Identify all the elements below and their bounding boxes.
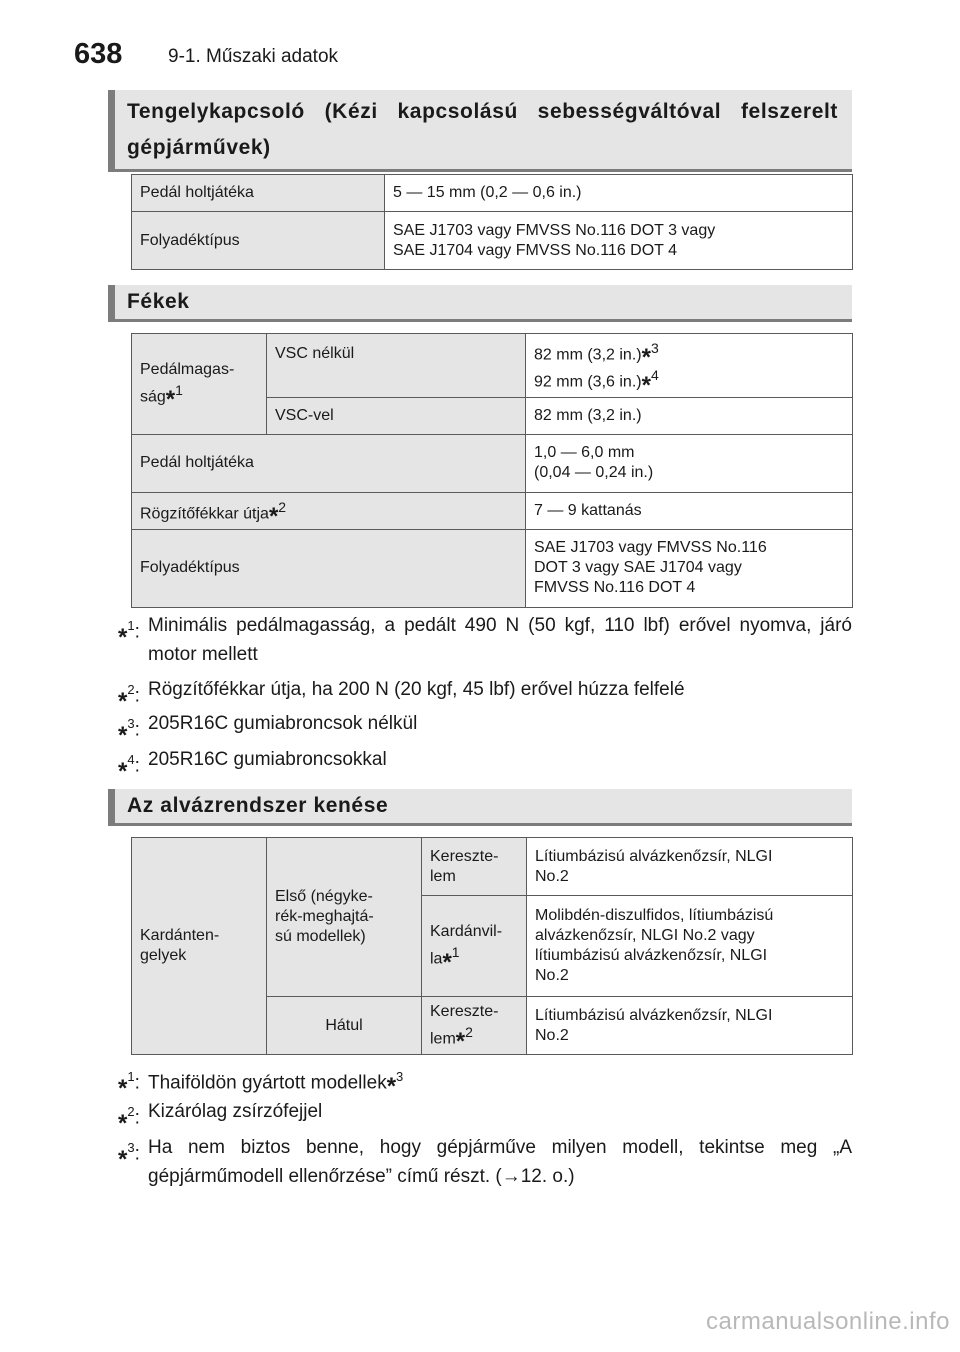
pedal-height-label-line2: ság — [140, 388, 166, 406]
asterisk-icon: * — [118, 758, 128, 786]
asterisk-icon: * — [641, 371, 651, 399]
propshaft-label-line2: gelyek — [140, 947, 187, 964]
front-label-line2: rék-meghajtá- — [275, 908, 374, 925]
brake-fluid-line3: FMVSS No.116 DOT 4 — [534, 579, 696, 597]
lubricant-value-1: Lítiumbázisú alvázkenőzsír, NLGI No.2 — [527, 838, 853, 896]
clutch-freeplay-label: Pedál holtjátéka — [132, 175, 385, 212]
pedal-height-label-line1: Pedálmagas- — [140, 361, 235, 379]
brakes-heading: Fékek — [108, 285, 852, 322]
front-label-line3: sú modellek) — [275, 928, 366, 945]
parking-brake-label: Rögzítőfékkar útja*$^2$ — [132, 492, 526, 529]
pedal-height-mark: 1 — [175, 382, 183, 399]
brake-fluid-line2: DOT 3 vagy SAE J1704 vagy — [534, 559, 742, 577]
cross-joint-label: Kereszte- lem — [422, 838, 527, 896]
brake-fluid-label: Folyadéktípus — [132, 529, 526, 607]
clutch-fluid-line2: SAE J1704 vagy FMVSS No.116 DOT 4 — [393, 241, 677, 259]
watermark: carmanualsonline.info — [706, 1308, 950, 1335]
pedal-height-label — [132, 334, 267, 435]
brake-fluid-value — [526, 529, 853, 607]
brake-footnote: *$^1$: Minimális pedálmagasság, a pedált 490 N (50 kgf, 110 lbf) erővel nyomva, járó motor mellett — [118, 615, 852, 665]
brake-fluid-line1: SAE J1703 vagy FMVSS No.116 — [534, 539, 767, 557]
rear-cross-joint-label: Kereszte- lem*$^2$ — [422, 997, 527, 1055]
clutch-table — [131, 174, 853, 270]
brake-freeplay-label: Pedál holtjátéka — [132, 434, 526, 492]
no-vsc-value — [526, 334, 853, 398]
chassis-footnote: *$^3$: Ha nem biztos benne, hogy gépjárműve milyen modell, tekintse meg „A gépjárműmodell ellenőrzése” című részt. (→12. o.) — [118, 1137, 852, 1187]
clutch-fluid-value — [385, 212, 853, 270]
asterisk-icon: * — [118, 1146, 128, 1174]
brake-footnote: *$^3$: 205R16C gumiabroncsok nélkül — [118, 713, 418, 750]
no-vsc-value-line1: 82 mm (3,2 in.)*$^3$ — [534, 340, 659, 372]
asterisk-icon: * — [641, 344, 651, 372]
asterisk-icon: * — [165, 386, 176, 414]
front-label-line1: Első (négyke- — [275, 888, 373, 905]
section-label: 9-1. Műszaki adatok — [168, 46, 339, 67]
chassis-footnote: *$^1$: Thaiföldön gyártott modellek*$^3$ — [118, 1069, 404, 1103]
asterisk-icon: * — [386, 1073, 397, 1101]
chassis-table — [131, 837, 853, 1055]
asterisk-icon: * — [118, 688, 128, 716]
vsc-label: VSC-vel — [267, 397, 526, 434]
parking-brake-value: 7 — 9 kattanás — [526, 492, 853, 529]
no-vsc-label: VSC nélkül — [267, 334, 526, 398]
propshaft-label — [132, 838, 267, 1055]
no-vsc-value-line2: 92 mm (3,6 in.)*$^4$ — [534, 367, 659, 399]
asterisk-icon: * — [118, 722, 128, 750]
lubricant-value-3: Lítiumbázisú alvázkenőzsír, NLGI No.2 — [527, 997, 853, 1055]
front-label — [267, 838, 422, 997]
rear-label: Hátul — [267, 997, 422, 1055]
chassis-heading: Az alvázrendszer kenése — [108, 789, 852, 826]
lubricant-value-2: Molibdén-diszulfidos, lítiumbázisú alvázkenőzsír, NLGI No.2 vagy lítiumbázisú alvázkenőzsír, NLGI No.2 — [527, 896, 853, 997]
propshaft-label-line1: Kardánten- — [140, 927, 220, 944]
clutch-fluid-line1: SAE J1703 vagy FMVSS No.116 DOT 3 vagy — [393, 221, 716, 239]
brake-freeplay-line1: 1,0 — 6,0 mm — [534, 444, 635, 462]
brakes-table — [131, 333, 853, 608]
asterisk-icon: * — [268, 503, 279, 531]
asterisk-icon: * — [118, 624, 128, 652]
asterisk-icon: * — [118, 1075, 128, 1103]
slip-yoke-label: Kardánvil- la*$^1$ — [422, 896, 527, 997]
page-number: 638 — [74, 38, 123, 70]
brake-freeplay-line2: (0,04 — 0,24 in.) — [534, 464, 654, 482]
chassis-footnote: *$^2$: Kizárólag zsírzófejjel — [118, 1101, 323, 1138]
brake-freeplay-value — [526, 434, 853, 492]
clutch-heading: Tengelykapcsoló (Kézi kapcsolású sebességváltóval felszerelt gépjárművek) — [108, 90, 852, 172]
clutch-fluid-label: Folyadéktípus — [132, 212, 385, 270]
brake-footnote: *$^2$: Rögzítőfékkar útja, ha 200 N (20 kgf, 45 lbf) erővel húzza felfelé — [118, 679, 685, 716]
asterisk-icon: * — [455, 1028, 466, 1056]
asterisk-icon: * — [442, 948, 452, 976]
asterisk-icon: * — [118, 1110, 128, 1138]
brake-footnote: *$^4$: 205R16C gumiabroncsokkal — [118, 749, 387, 786]
clutch-freeplay-value: 5 — 15 mm (0,2 — 0,6 in.) — [385, 175, 853, 212]
vsc-value: 82 mm (3,2 in.) — [526, 397, 853, 434]
